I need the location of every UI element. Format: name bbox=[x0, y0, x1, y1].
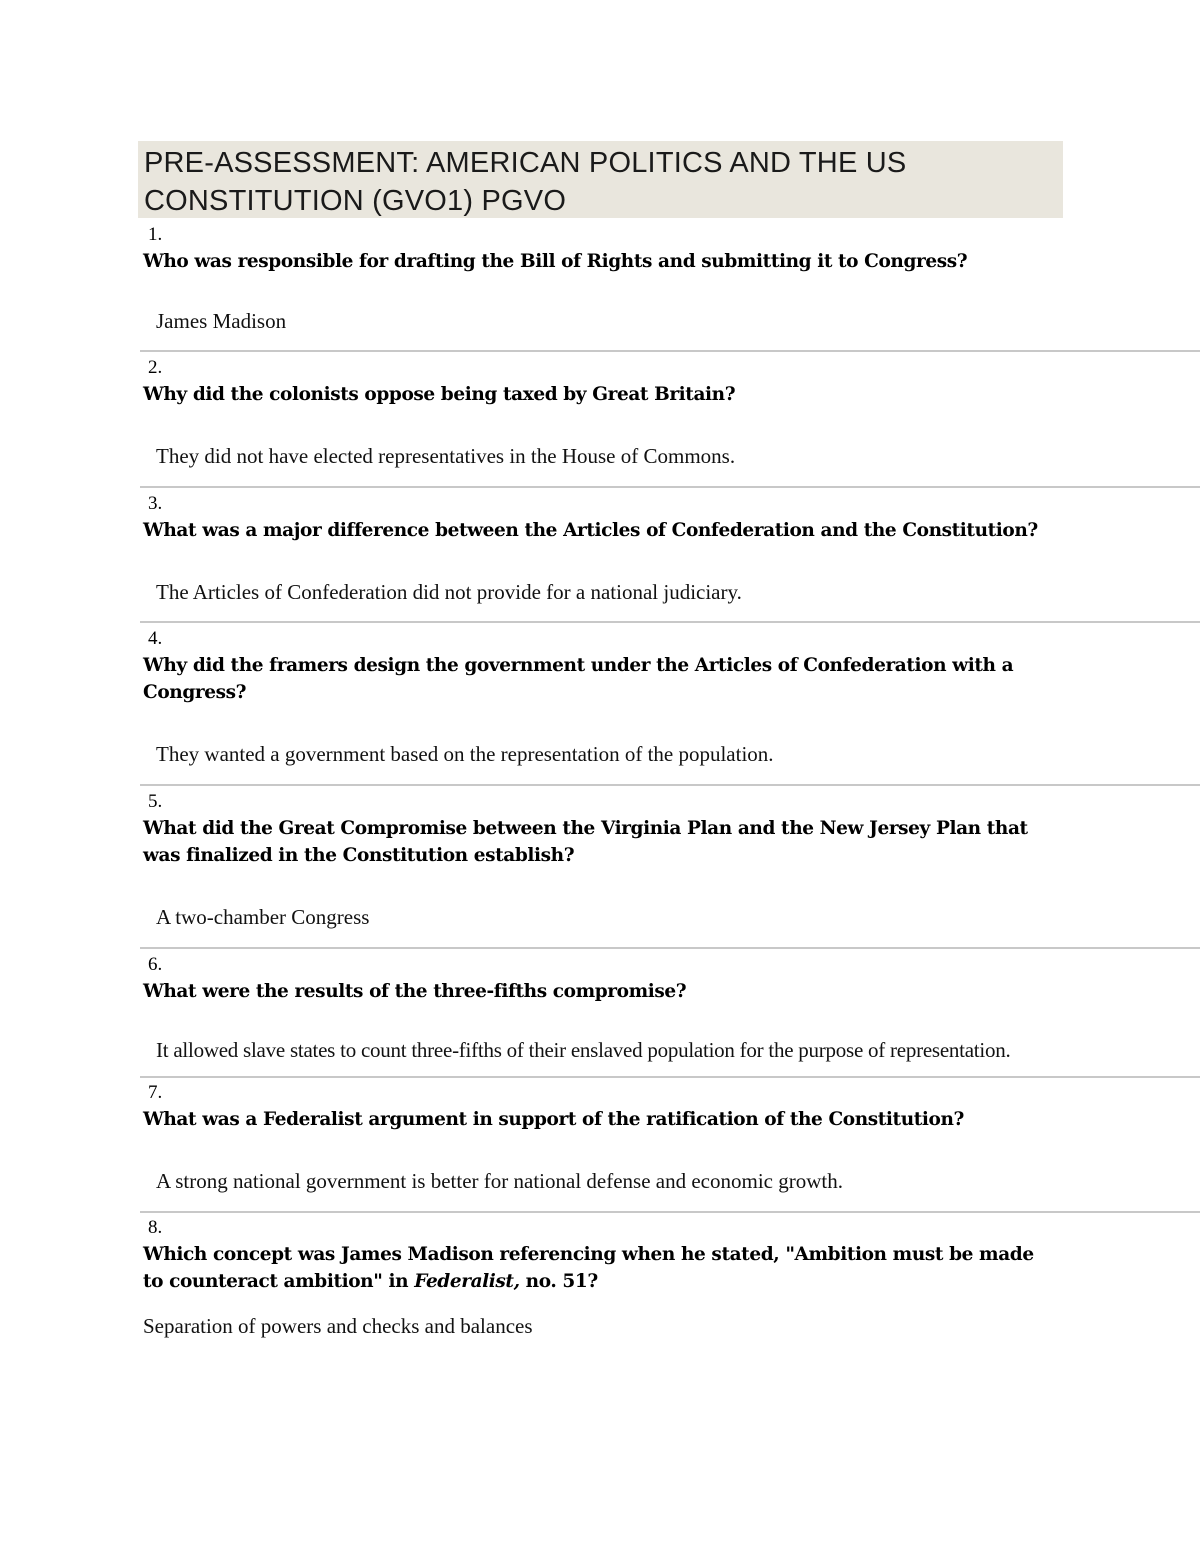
question-number: 4. bbox=[148, 628, 163, 649]
divider bbox=[140, 784, 1200, 786]
question-text-part: Which concept was James Madison referencing when he stated, "Ambition must be made to counteract ambition" in bbox=[143, 1244, 1034, 1292]
question-text: What was a major difference between the Articles of Confederation and the Constitution? bbox=[143, 520, 1038, 541]
divider bbox=[140, 947, 1200, 949]
question-text bbox=[143, 1241, 1053, 1295]
question-text: Why did the framers design the government under the Articles of Confederation with a Congress? bbox=[143, 655, 1014, 703]
question-text: Why did the colonists oppose being taxed by Great Britain? bbox=[143, 384, 736, 405]
question-text-part: no. 51? bbox=[519, 1271, 598, 1292]
question-number: 5. bbox=[148, 791, 163, 812]
question-number: 8. bbox=[148, 1217, 163, 1238]
answer-text: A strong national government is better for national defense and economic growth. bbox=[156, 1169, 843, 1193]
divider bbox=[140, 1211, 1200, 1213]
divider bbox=[140, 621, 1200, 623]
answer-text: James Madison bbox=[156, 309, 287, 333]
divider bbox=[140, 1076, 1200, 1078]
title-banner bbox=[138, 141, 1063, 218]
question-number: 6. bbox=[148, 954, 163, 975]
question-text: What did the Great Compromise between the Virginia Plan and the New Jersey Plan that was finalized in the Constitution establish? bbox=[143, 818, 1028, 866]
answer-text: They did not have elected representatives in the House of Commons. bbox=[156, 444, 736, 468]
answer-text: A two-chamber Congress bbox=[156, 905, 370, 929]
question-number: 1. bbox=[148, 224, 163, 245]
question-number: 7. bbox=[148, 1082, 163, 1103]
question-number: 3. bbox=[148, 493, 163, 514]
divider bbox=[140, 350, 1200, 352]
answer-text: They wanted a government based on the representation of the population. bbox=[156, 742, 774, 766]
question-text: What were the results of the three-fifths compromise? bbox=[143, 981, 687, 1002]
publication-title: Federalist, bbox=[414, 1271, 520, 1292]
answer-text: Separation of powers and checks and balances bbox=[143, 1314, 533, 1338]
question-text: What was a Federalist argument in support of the ratification of the Constitution? bbox=[143, 1109, 964, 1130]
divider bbox=[140, 486, 1200, 488]
question-text: Who was responsible for drafting the Bill of Rights and submitting it to Congress? bbox=[143, 251, 968, 272]
answer-text: The Articles of Confederation did not provide for a national judiciary. bbox=[156, 580, 742, 604]
question-number: 2. bbox=[148, 357, 163, 378]
answer-text: It allowed slave states to count three-fifths of their enslaved population for the purpose of representation. bbox=[156, 1038, 1011, 1062]
page-title: PRE-ASSESSMENT: AMERICAN POLITICS AND THE US CONSTITUTION (GVO1) PGVO bbox=[144, 147, 907, 217]
